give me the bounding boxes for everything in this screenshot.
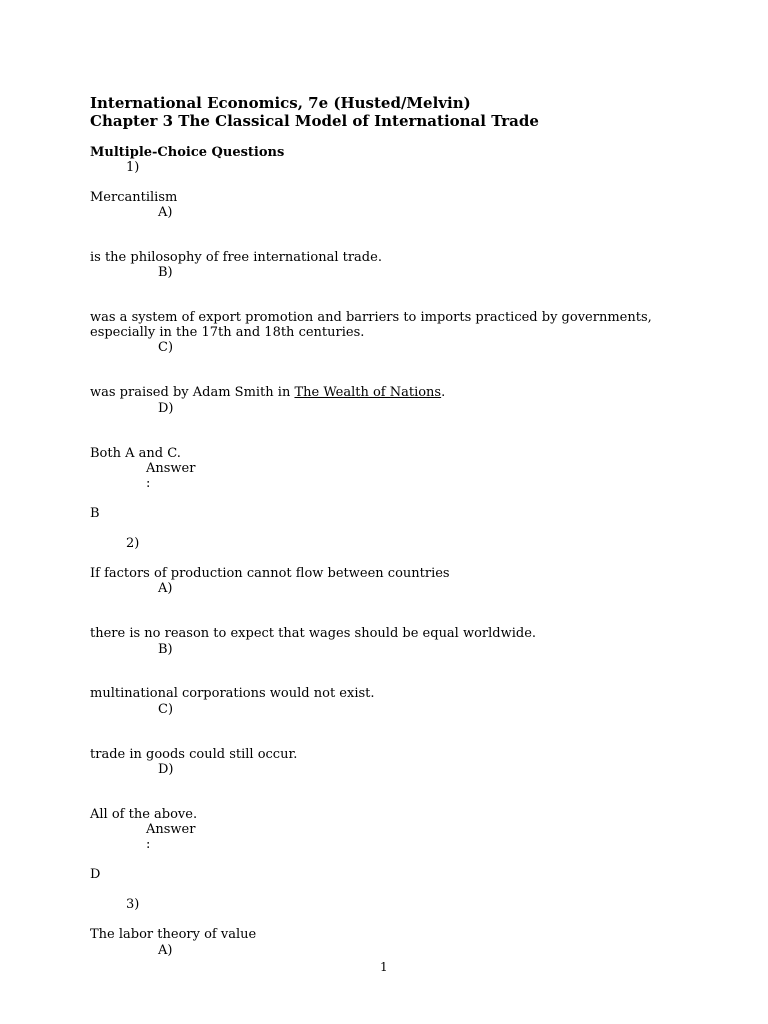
option-letter: A)	[158, 581, 173, 596]
option-text	[90, 385, 445, 400]
answer-value: D	[90, 867, 101, 882]
option-letter: B)	[158, 642, 173, 657]
option-text: there is no reason to expect that wages should be equal worldwide.	[90, 626, 537, 641]
option-letter: B)	[158, 265, 173, 280]
option-letter: A)	[158, 205, 173, 220]
section-heading: Multiple-Choice Questions	[90, 145, 285, 160]
option-letter: A)	[158, 943, 173, 958]
document-title: International Economics, 7e (Husted/Melvin)	[90, 94, 471, 112]
option-text: was a system of export promotion and barriers to imports practiced by governments,	[90, 310, 652, 325]
question-number: 1)	[126, 160, 140, 175]
option-text: trade in goods could still occur.	[90, 747, 298, 762]
option-text-part: was praised by Adam Smith in	[90, 385, 295, 400]
answer-label: Answer	[146, 822, 196, 837]
question-stem: Mercantilism	[90, 190, 178, 205]
answer-label: Answer	[146, 461, 196, 476]
option-text: multinational corporations would not exist.	[90, 686, 375, 701]
answer-value: B	[90, 506, 100, 521]
option-text-continued: especially in the 17th and 18th centuries.	[90, 325, 365, 340]
question-stem: The labor theory of value	[90, 927, 257, 942]
book-title: The Wealth of Nations	[294, 385, 442, 400]
option-text: is the philosophy of free international trade.	[90, 250, 382, 265]
question-number: 2)	[126, 536, 140, 551]
answer-colon: :	[146, 837, 151, 852]
answer-colon: :	[146, 476, 151, 491]
option-text-part: .	[441, 385, 446, 400]
chapter-title: Chapter 3 The Classical Model of International Trade	[90, 112, 539, 130]
option-text: Both A and C.	[90, 446, 181, 461]
page-number: 1	[380, 960, 388, 974]
option-letter: C)	[158, 340, 174, 355]
option-letter: D)	[158, 401, 174, 416]
option-text: All of the above.	[90, 807, 198, 822]
option-letter: C)	[158, 702, 174, 717]
option-letter: D)	[158, 762, 174, 777]
question-stem: If factors of production cannot flow between countries	[90, 566, 450, 581]
question-number: 3)	[126, 897, 140, 912]
